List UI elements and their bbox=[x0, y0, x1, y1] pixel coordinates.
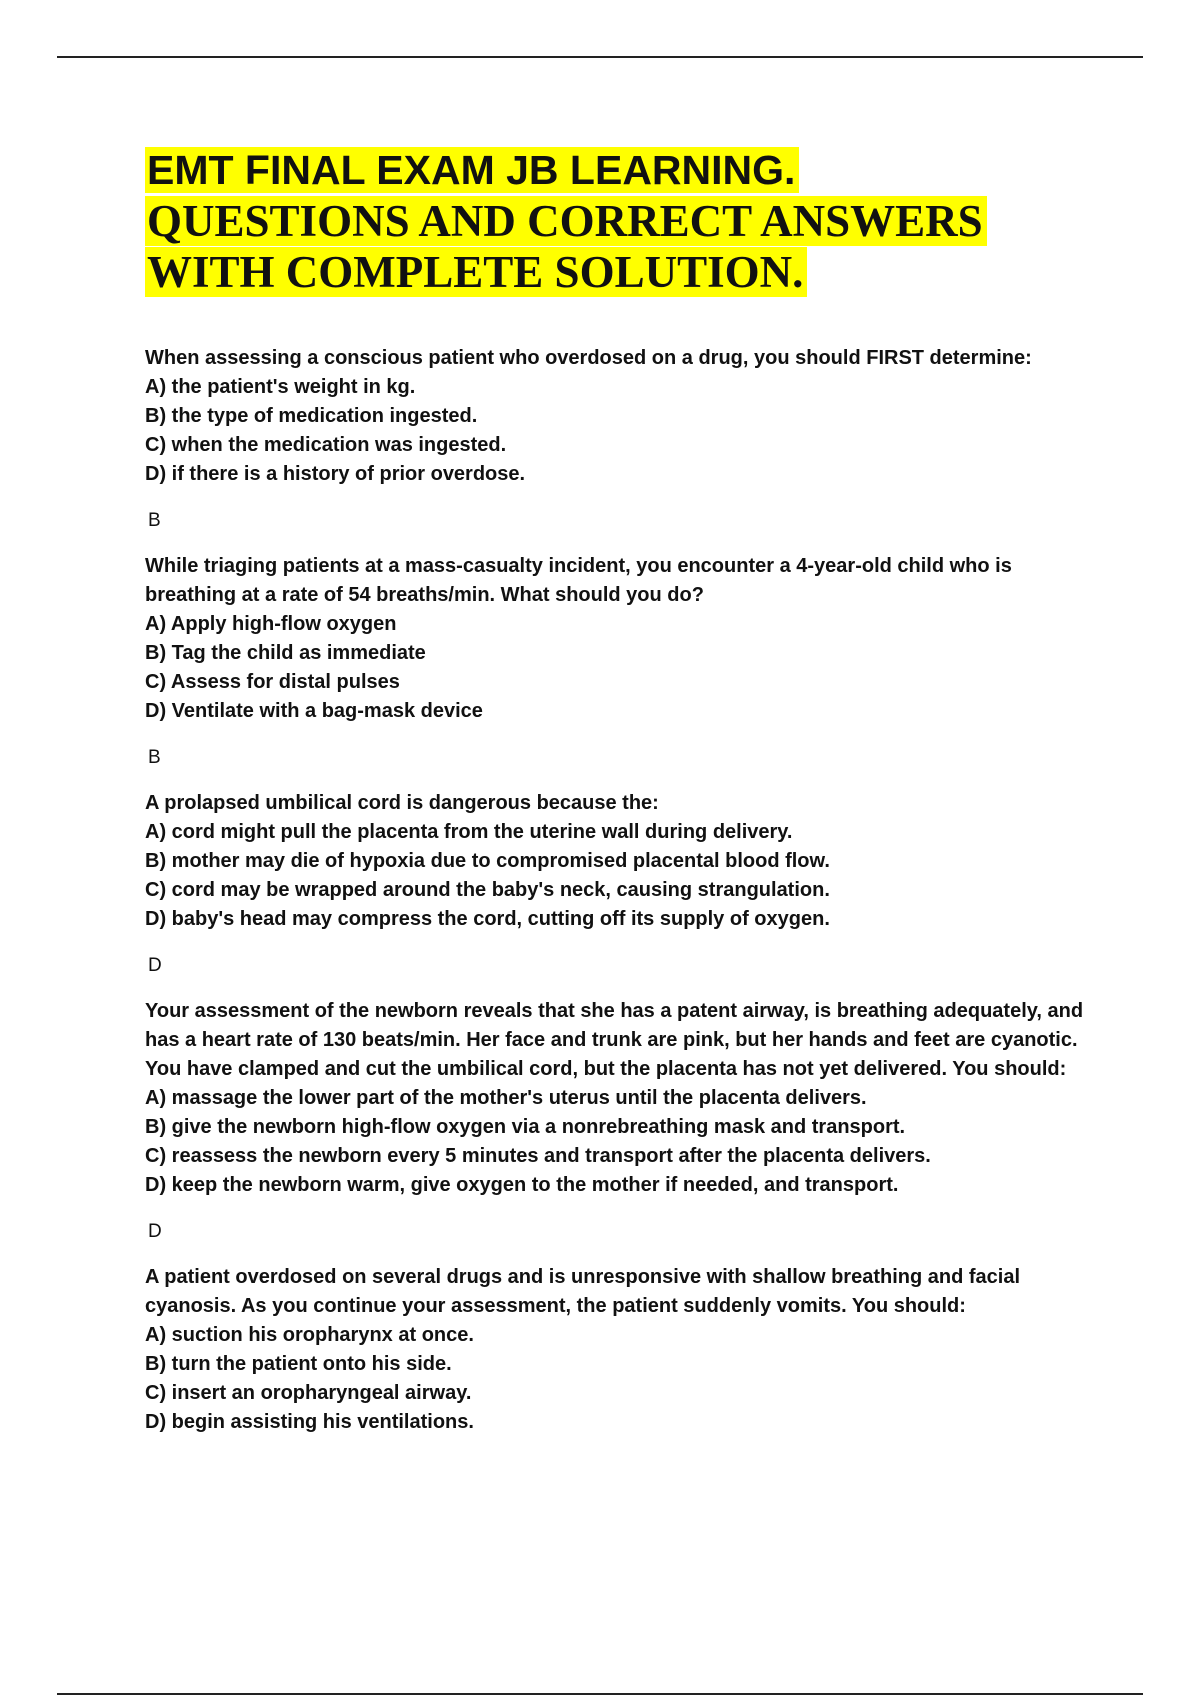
question-text: A prolapsed umbilical cord is dangerous because the: bbox=[145, 792, 659, 814]
question-block bbox=[145, 997, 1095, 1246]
question-block bbox=[145, 1263, 1095, 1437]
answer-option: C) reassess the newborn every 5 minutes and transport after the placenta delivers. bbox=[145, 1145, 931, 1167]
answer-option: D) Ventilate with a bag-mask device bbox=[145, 700, 483, 722]
answer-option: A) the patient's weight in kg. bbox=[145, 376, 416, 398]
answer-option: D) begin assisting his ventilations. bbox=[145, 1411, 474, 1433]
answer-option: C) Assess for distal pulses bbox=[145, 671, 400, 693]
answer-option: B) the type of medication ingested. bbox=[145, 405, 478, 427]
correct-answer: D bbox=[148, 1221, 162, 1242]
question-list bbox=[145, 344, 1095, 1437]
answer-option: C) insert an oropharyngeal airway. bbox=[145, 1382, 472, 1404]
answer-option: C) when the medication was ingested. bbox=[145, 434, 507, 456]
correct-answer: D bbox=[148, 955, 162, 976]
answer-option: B) mother may die of hypoxia due to compromised placental blood flow. bbox=[145, 850, 830, 872]
bottom-rule bbox=[57, 1693, 1143, 1695]
question-text: While triaging patients at a mass-casualty incident, you encounter a 4-year-old child who is breathing at a rate of 54 breaths/min. What should you do? bbox=[145, 555, 1012, 606]
title-line-3: WITH COMPLETE SOLUTION. bbox=[145, 247, 807, 297]
answer-option: D) if there is a history of prior overdose. bbox=[145, 463, 526, 485]
title-line-2: QUESTIONS AND CORRECT ANSWERS bbox=[145, 196, 987, 246]
correct-answer: B bbox=[148, 747, 161, 768]
question-block bbox=[145, 344, 1095, 535]
question-text: Your assessment of the newborn reveals that she has a patent airway, is breathing adequately, and has a heart rate of 130 beats/min. Her face and trunk are pink, but her hands and feet are cyanotic. You have clamped and cut the umbilical cord, but the placenta has not yet delivered. You should: bbox=[145, 1000, 1084, 1080]
question-text: When assessing a conscious patient who overdosed on a drug, you should FIRST determine: bbox=[145, 347, 1032, 369]
answer-option: A) suction his oropharynx at once. bbox=[145, 1324, 474, 1346]
answer-option: A) massage the lower part of the mother's uterus until the placenta delivers. bbox=[145, 1087, 867, 1109]
answer-option: B) give the newborn high-flow oxygen via a nonrebreathing mask and transport. bbox=[145, 1116, 906, 1138]
answer-option: C) cord may be wrapped around the baby's neck, causing strangulation. bbox=[145, 879, 830, 901]
answer-option: B) Tag the child as immediate bbox=[145, 642, 426, 664]
question-block bbox=[145, 552, 1095, 772]
question-text: A patient overdosed on several drugs and is unresponsive with shallow breathing and facial cyanosis. As you continue your assessment, the patient suddenly vomits. You should: bbox=[145, 1266, 1021, 1317]
answer-option: B) turn the patient onto his side. bbox=[145, 1353, 452, 1375]
document-title bbox=[145, 145, 1045, 298]
question-block bbox=[145, 789, 1095, 980]
answer-option: A) Apply high-flow oxygen bbox=[145, 613, 397, 635]
title-line-1: EMT FINAL EXAM JB LEARNING. bbox=[145, 147, 799, 193]
top-rule bbox=[57, 56, 1143, 58]
answer-option: D) baby's head may compress the cord, cutting off its supply of oxygen. bbox=[145, 908, 830, 930]
answer-option: D) keep the newborn warm, give oxygen to the mother if needed, and transport. bbox=[145, 1174, 899, 1196]
correct-answer: B bbox=[148, 510, 161, 531]
answer-option: A) cord might pull the placenta from the uterine wall during delivery. bbox=[145, 821, 793, 843]
